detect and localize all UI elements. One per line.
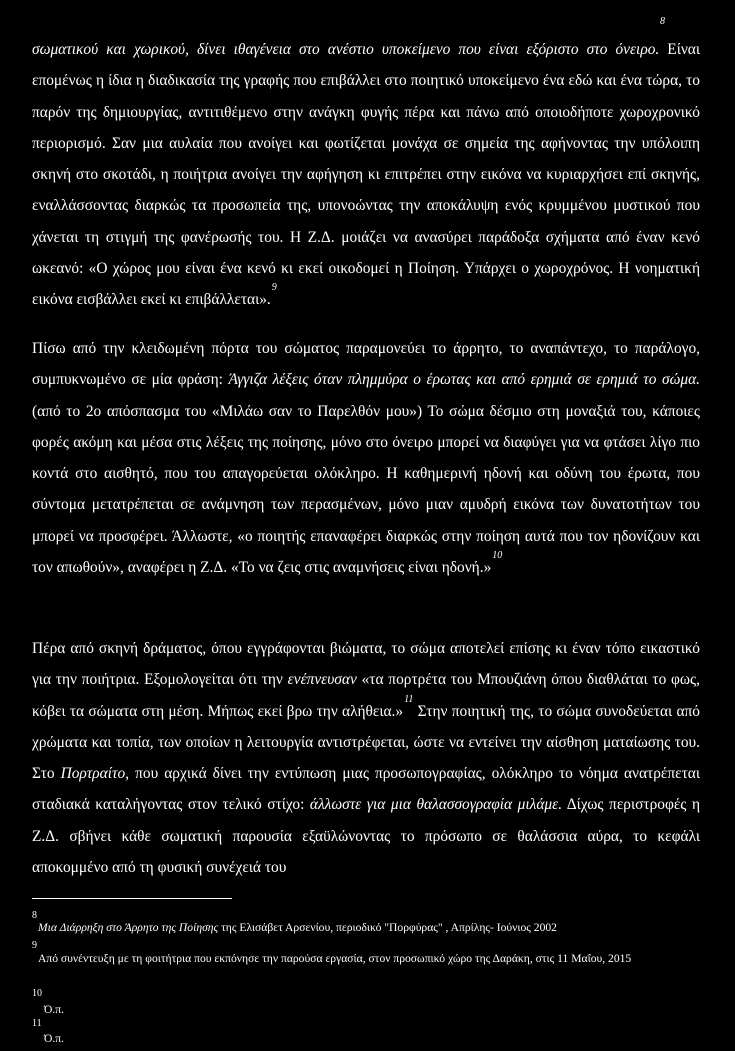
paragraph-2-text-b: (από το 2ο απόσπασμα του «Μιλάω σαν το Παρελθόν μου») Το σώμα δέσμιο στη μοναξιά του, κάποιες φορές ακόμη και μέσα στις λέξεις της ποίησης, μόνο στο όνειρο μπορεί να διαφύγει για να φτάσει λίγο πιο κοντά στο αισθητό, που του απαγορεύεται ολόκληρο. Η καθημερινή ηδονή και οδύνη του έρωτα, που σύντομα μετατρέπεται σε ανάμνηση των περασμένων, μόνο μιαν αμυδρή εικόνα των δυνατοτήτων του μπορεί να προσφέρει. Άλλωστε, «ο ποιητής επαναφέρει διαρκώς στην ποίηση αυτά που τον ηδονίζουν και τον απωθούν», αναφέρει η Ζ.Δ. «Το να ζεις στις αναμνήσεις είναι ηδονή.» (32, 402, 700, 577)
footnote-separator (32, 898, 232, 899)
footnote-10-text: Ό.π. (44, 1003, 65, 1016)
paragraph-3-text-a: Πέρα από σκηνή δράματος, όπου εγγράφονται βιώματα, το σώμα αποτελεί επίσης κι έναν τόπο εικαστικό για την ποιήτρια. Εξομολογείται ότι την (32, 640, 700, 689)
footnote-8-text: της Ελισάβετ Αρσενίου, περιοδικό "Πορφύρας" , Απρίλης- Ιούνιος 2002 (218, 921, 557, 934)
footnote-11 (44, 1030, 708, 1047)
footnote-8 (38, 919, 702, 936)
footnote-8-number: 8 (32, 910, 37, 921)
paragraph-1 (32, 34, 700, 316)
page-footnote-marker: 8 (660, 16, 665, 27)
footnote-ref-9: 9 (271, 282, 277, 294)
paragraph-3-text-c: Στην ποιητική της, το σώμα συνοδεύεται από χρώματα και τοπία, των οποίων η λειτουργία αντιστρέφεται, ώστε να εντείνει την αίσθηση ματαίωσης του. Στο (32, 702, 700, 783)
footnote-10-number: 10 (32, 988, 42, 999)
paragraph-3 (32, 633, 700, 883)
paragraph-3-italic-word: ενέπνευσαν (287, 671, 357, 689)
footnote-ref-10: 10 (492, 550, 503, 562)
footnote-9 (38, 950, 702, 967)
footnote-8-title: Μια Διάρρηξη στο Άρρητο της Ποίησης (38, 921, 219, 934)
footnote-11-text: Ό.π. (44, 1032, 65, 1045)
paragraph-2-text-a: Πίσω από την κλειδωμένη πόρτα του σώματος παραμονεύει το άρρητο, το αναπάντεχο, το παράλογο, συμπυκνωμένο σε μία φράση: (32, 340, 700, 389)
footnote-9-number: 9 (32, 940, 37, 951)
paragraph-1-text: Είναι επομένως η ίδια η διαδικασία της γραφής που επιβάλλει στο ποιητικό υποκείμενο ένα εδώ και ένα τώρα, το παρόν της δημιουργίας, αντιτιθέμενο στην ανάγκη φυγής πέρα και πάνω από οποιοδήποτε χωροχρονικό περιορισμό. Σαν μια αυλαία που ανοίγει και φωτίζεται μονάχα σε σημεία της αφήνοντας την υπόλοιπη σκηνή στο σκοτάδι, η ποιήτρια ανοίγει την αφήγηση κι επιτρέπει στην εικόνα να κυριαρχήσει επί σκηνής, εναλλάσσοντας διαρκώς τα προσωπεία της, υπονοώντας την αποκάλυψη ενός κρυμμένου μυστικού που χάνεται τη στιγμή της φανέρωσής του. Η Ζ.Δ. μοιάζει να ανασύρει παράδοξα σχήματα από έναν κενό ωκεανό: «Ο χώρος μου είναι ένα κενό κι εκεί οικοδομεί η Ποίηση. Υπάρχει ο χωροχρόνος. Η νοηματική εικόνα εισβάλλει εκεί κι επιβάλλεται». (32, 41, 700, 309)
footnote-9-text: Από συνέντευξη με τη φοιτήτρια που εκπόνησε την παρούσα εργασία, στον προσωπικό χώρο της Δαράκη, στις 11 Μαΐου, 2015 (38, 952, 632, 965)
paragraph-1-italic-opening: σωματικού και χωρικού, δίνει ιθαγένεια στο ανέστιο υποκείμενο που είναι εξόριστο στο όνειρο. (32, 41, 660, 58)
footnote-ref-11: 11 (404, 693, 414, 705)
paragraph-3-text-e: Δίχως περιστροφές η Ζ.Δ. σβήνει κάθε σωματική παρουσία εξαϋλώνοντας το πρόσωπο σε θαλάσσια αύρα, το κεφάλι αποκομμένο από τη φυσική συνέχειά του (32, 796, 700, 877)
paragraph-3-text-d: που αρχικά δίνει την εντύπωση μιας προσωπογραφίας, ολόκληρο το νόημα ανατρέπεται σταδιακά καταλήγοντας στον τελικό στίχο: (32, 765, 700, 814)
footnote-10 (44, 1001, 708, 1018)
paragraph-3-text-b: «τα πορτρέτα του Μπουζιάνη όπου διαθλάται το φως, κόβει τα σώματα στη μέση. Μήπως εκεί βρω την αλήθεια.» (32, 671, 700, 720)
footnote-11-number: 11 (32, 1018, 42, 1029)
paragraph-2 (32, 333, 700, 583)
paragraph-3-verse: άλλωστε για μια θαλασσογραφία μιλάμε. (309, 796, 563, 814)
paragraph-2-quote: Άγγιζα λέξεις όταν πλημμύρα ο έρωτας και από ερημιά σε ερημιά το σώμα. (228, 371, 700, 389)
paragraph-3-poem-title: Πορτραίτο, (60, 765, 130, 783)
